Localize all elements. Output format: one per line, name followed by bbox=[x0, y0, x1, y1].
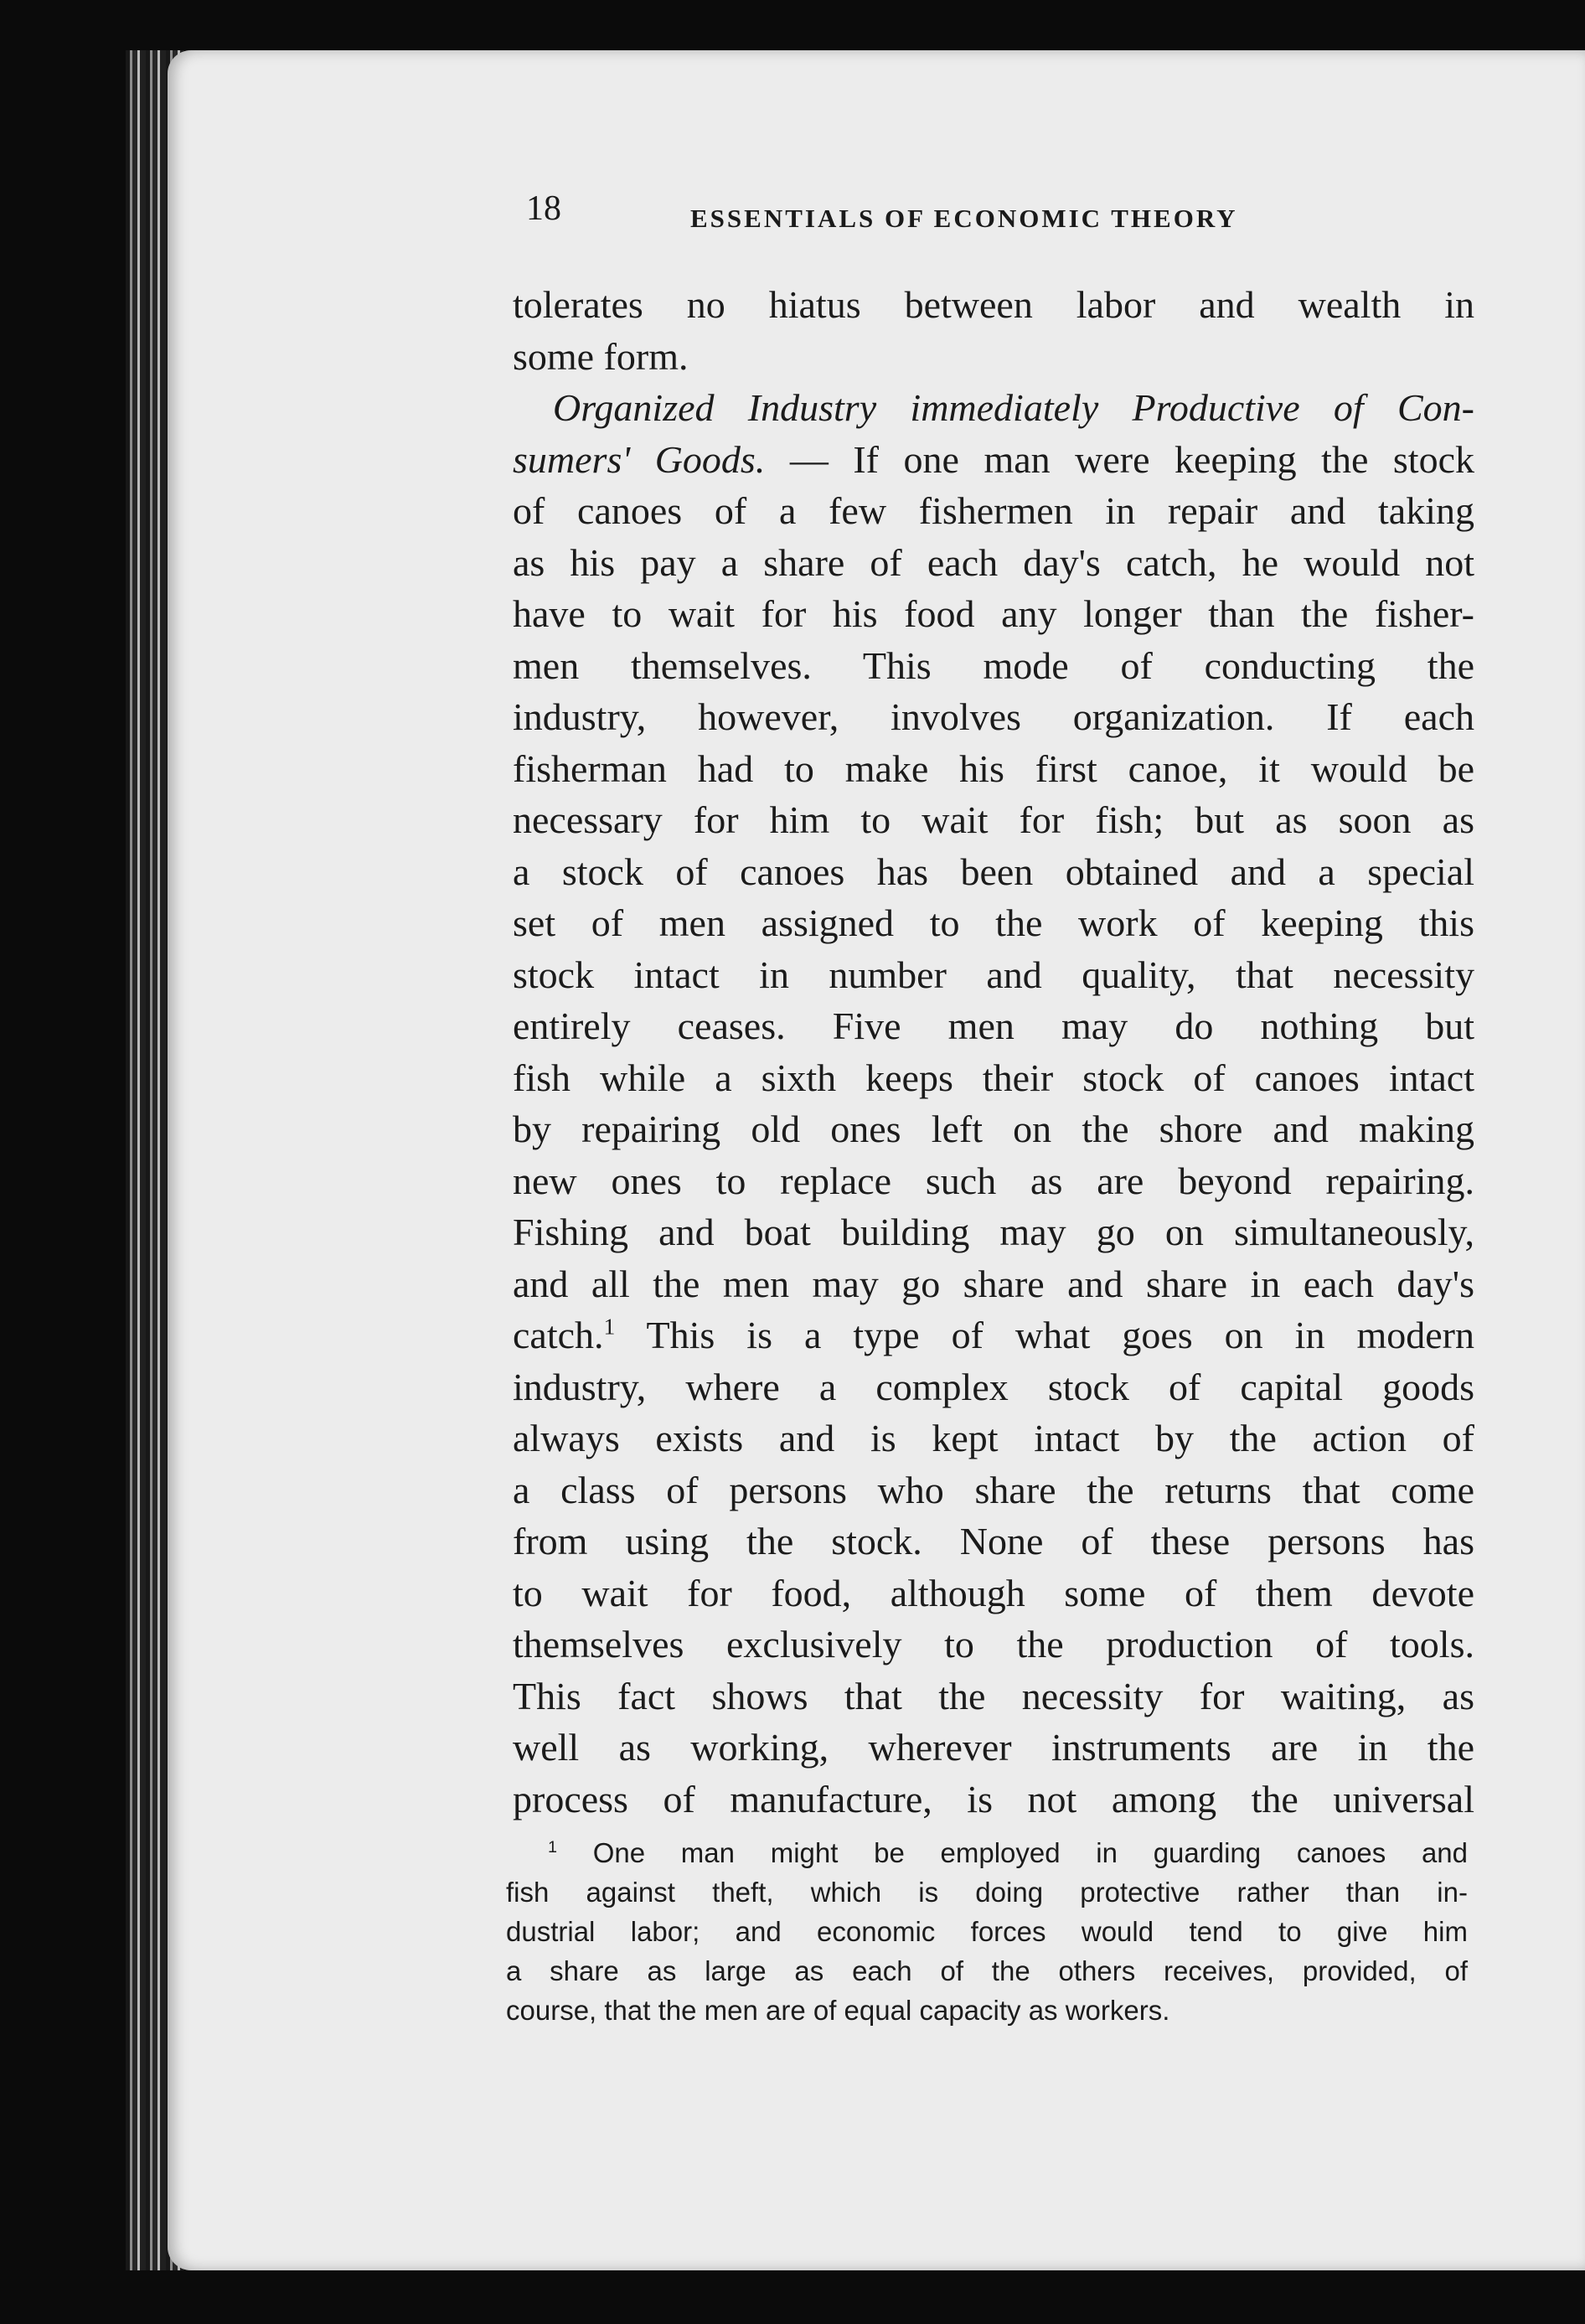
page-number: 18 bbox=[526, 189, 561, 228]
footnote-line: fish against theft, which is doing protective rather than in- bbox=[506, 1877, 1468, 1908]
text-line: a stock of canoes has been obtained and a special bbox=[513, 850, 1474, 893]
text-line: of canoes of a few fishermen in repair and taking bbox=[513, 489, 1474, 532]
footnote-line: course, that the men are of equal capacity as workers. bbox=[506, 1995, 1170, 2026]
text-line: a class of persons who share the returns that come bbox=[513, 1468, 1474, 1511]
text-line: stock intact in number and quality, that necessity bbox=[513, 953, 1474, 996]
footnote-reference: 1 bbox=[603, 1313, 616, 1340]
text-line: industry, where a complex stock of capital goods bbox=[513, 1365, 1474, 1408]
section-sidehead-end: sumers' Goods. bbox=[513, 437, 766, 481]
footnote-line-run: One man might be employed in guarding canoes and bbox=[592, 1837, 1469, 1868]
section-sidehead: Organized Industry immediately Productive of Con- bbox=[553, 386, 1474, 429]
footnote-line: a share as large as each of the others receives, provided, of bbox=[506, 1955, 1468, 1986]
text-line: from using the stock. None of these persons has bbox=[513, 1520, 1474, 1562]
text-line: necessary for him to wait for fish; but as soon as bbox=[513, 798, 1474, 841]
text-line: set of men assigned to the work of keeping this bbox=[513, 901, 1474, 944]
text-line-run: This is a type of what goes on in modern bbox=[615, 1314, 1474, 1356]
text-line: fish while a sixth keeps their stock of canoes intact bbox=[513, 1056, 1474, 1099]
text-line-run: — If one man were keeping the stock bbox=[765, 437, 1474, 481]
footnote bbox=[506, 1833, 1468, 2030]
text-line: and all the men may go share and share in each day's bbox=[513, 1262, 1474, 1305]
text-line: by repairing old ones left on the shore and making bbox=[513, 1108, 1474, 1150]
text-line: themselves exclusively to the production of tools. bbox=[513, 1623, 1474, 1666]
text-line: new ones to replace such as are beyond repairing. bbox=[513, 1159, 1474, 1202]
text-line: Fishing and boat building may go on simultaneously, bbox=[513, 1211, 1474, 1253]
text-line: have to wait for his food any longer than the fisher- bbox=[513, 592, 1474, 635]
text-line: industry, however, involves organization. If each bbox=[513, 695, 1474, 738]
text-line: always exists and is kept intact by the action of bbox=[513, 1417, 1474, 1459]
text-line: tolerates no hiatus between labor and wealth in bbox=[513, 283, 1474, 326]
text-line: as his pay a share of each day's catch, he would not bbox=[513, 540, 1474, 584]
text-line: process of manufacture, is not among the universal bbox=[513, 1777, 1474, 1820]
text-line: fisherman had to make his first canoe, it would be bbox=[513, 746, 1474, 790]
text-line bbox=[513, 434, 1474, 486]
footnote-line bbox=[506, 1833, 1468, 1872]
footnote-line: dustrial labor; and economic forces would tend to give him bbox=[506, 1916, 1468, 1947]
text-line-run: catch. bbox=[513, 1314, 604, 1356]
running-head-title: ESSENTIALS OF ECONOMIC THEORY bbox=[690, 204, 1238, 233]
text-line bbox=[513, 1309, 1474, 1361]
text-line: men themselves. This mode of conducting the bbox=[513, 643, 1474, 687]
text-line: This fact shows that the necessity for waiting, as bbox=[513, 1674, 1474, 1717]
text-line: some form. bbox=[513, 334, 689, 378]
body-text bbox=[513, 279, 1474, 1825]
text-line: entirely ceases. Five men may do nothing but bbox=[513, 1004, 1474, 1047]
text-line: well as working, wherever instruments are in the bbox=[513, 1726, 1474, 1769]
text-line: to wait for food, although some of them devote bbox=[513, 1571, 1474, 1614]
footnote-marker: 1 bbox=[548, 1838, 558, 1857]
